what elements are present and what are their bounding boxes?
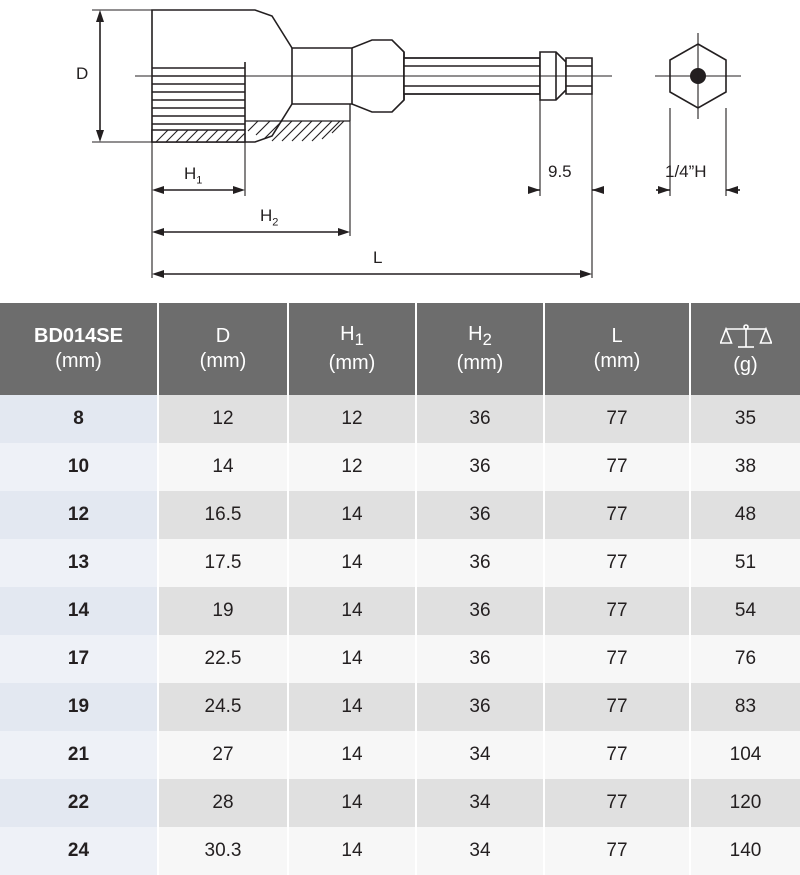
cell-weight: 104 (690, 731, 800, 779)
header-h1-sub: 1 (354, 330, 364, 350)
header-h1-unit: (mm) (328, 351, 376, 374)
socket-drawing-svg (0, 0, 800, 300)
header-size-unit: (mm) (55, 350, 102, 372)
scale-icon (720, 321, 772, 351)
label-h1-main: H (184, 164, 197, 183)
spec-table-head (0, 303, 800, 395)
cell-outer-diameter: 27 (158, 731, 288, 779)
cell-size: 14 (0, 587, 158, 635)
table-row (0, 683, 800, 731)
header-l-label: L (611, 325, 623, 347)
label-hex-drive: 1/4”H (665, 162, 707, 181)
cell-length: 77 (544, 395, 690, 443)
spec-table (0, 303, 800, 875)
label-h2 (260, 206, 278, 228)
cell-h2: 36 (416, 635, 544, 683)
cell-size: 10 (0, 443, 158, 491)
cell-weight: 120 (690, 779, 800, 827)
cell-h2: 34 (416, 779, 544, 827)
cell-weight: 38 (690, 443, 800, 491)
cell-size: 24 (0, 827, 158, 875)
cell-length: 77 (544, 539, 690, 587)
cell-size: 22 (0, 779, 158, 827)
cell-length: 77 (544, 443, 690, 491)
header-h2-sub: 2 (482, 330, 492, 350)
cell-h1: 14 (288, 683, 416, 731)
cell-outer-diameter: 12 (158, 395, 288, 443)
label-h2-main: H (260, 206, 273, 225)
header-weight (690, 303, 800, 395)
cell-length: 77 (544, 827, 690, 875)
header-weight-unit: (g) (733, 353, 758, 376)
table-row (0, 827, 800, 875)
cell-outer-diameter: 16.5 (158, 491, 288, 539)
cell-h2: 36 (416, 683, 544, 731)
cell-length: 77 (544, 779, 690, 827)
cell-h1: 14 (288, 731, 416, 779)
header-length (544, 303, 690, 395)
label-h2-sub: 2 (272, 216, 279, 229)
dim-h1 (152, 186, 245, 194)
cell-h1: 14 (288, 539, 416, 587)
cell-size: 19 (0, 683, 158, 731)
cell-h1: 14 (288, 491, 416, 539)
table-row (0, 587, 800, 635)
cell-h2: 36 (416, 395, 544, 443)
cell-weight: 35 (690, 395, 800, 443)
cell-h2: 36 (416, 539, 544, 587)
header-h2-label (417, 322, 543, 351)
cell-weight: 48 (690, 491, 800, 539)
header-h2-unit: (mm) (456, 351, 504, 374)
cell-length: 77 (544, 491, 690, 539)
dim-h2 (152, 228, 350, 236)
cell-h1: 14 (288, 827, 416, 875)
cell-length: 77 (544, 683, 690, 731)
table-row (0, 443, 800, 491)
label-tip-length: 9.5 (548, 162, 572, 181)
technical-drawing (0, 0, 800, 300)
dim-tip-length (528, 186, 604, 194)
header-h1 (288, 303, 416, 395)
spec-table-body (0, 395, 800, 875)
cell-outer-diameter: 22.5 (158, 635, 288, 683)
cell-outer-diameter: 14 (158, 443, 288, 491)
label-l: L (373, 248, 383, 267)
label-h1-sub: 1 (196, 174, 203, 187)
cell-size: 8 (0, 395, 158, 443)
table-row (0, 779, 800, 827)
cell-length: 77 (544, 587, 690, 635)
table-row (0, 635, 800, 683)
cell-h1: 12 (288, 443, 416, 491)
table-row (0, 395, 800, 443)
header-d-label: D (215, 325, 231, 347)
cell-weight: 54 (690, 587, 800, 635)
cell-weight: 140 (690, 827, 800, 875)
cell-length: 77 (544, 731, 690, 779)
label-d: D (76, 64, 89, 83)
table-row (0, 731, 800, 779)
cell-size: 21 (0, 731, 158, 779)
table-row (0, 539, 800, 587)
cell-weight: 83 (690, 683, 800, 731)
spec-table-container (0, 303, 800, 875)
cell-outer-diameter: 17.5 (158, 539, 288, 587)
header-size (0, 303, 158, 395)
header-h1-label (289, 322, 415, 351)
cell-h2: 36 (416, 491, 544, 539)
label-h1 (184, 164, 202, 186)
cell-h1: 14 (288, 635, 416, 683)
dim-l (152, 270, 592, 278)
cell-outer-diameter: 24.5 (158, 683, 288, 731)
cell-outer-diameter: 28 (158, 779, 288, 827)
cell-h2: 36 (416, 443, 544, 491)
cell-outer-diameter: 19 (158, 587, 288, 635)
header-outer-diameter (158, 303, 288, 395)
header-size-label: BD014SE (34, 325, 123, 347)
header-d-unit: (mm) (199, 350, 247, 372)
cell-size: 17 (0, 635, 158, 683)
header-h2 (416, 303, 544, 395)
cell-weight: 76 (690, 635, 800, 683)
header-row (0, 303, 800, 395)
cell-h1: 14 (288, 587, 416, 635)
table-row (0, 491, 800, 539)
cell-h2: 34 (416, 731, 544, 779)
cell-weight: 51 (690, 539, 800, 587)
cell-h1: 12 (288, 395, 416, 443)
cell-length: 77 (544, 635, 690, 683)
cell-size: 13 (0, 539, 158, 587)
cell-h2: 34 (416, 827, 544, 875)
header-h1-main: H (340, 323, 355, 346)
cell-h1: 14 (288, 779, 416, 827)
cell-h2: 36 (416, 587, 544, 635)
cell-outer-diameter: 30.3 (158, 827, 288, 875)
header-h2-main: H (468, 323, 483, 346)
header-l-unit: (mm) (593, 350, 641, 372)
cell-size: 12 (0, 491, 158, 539)
